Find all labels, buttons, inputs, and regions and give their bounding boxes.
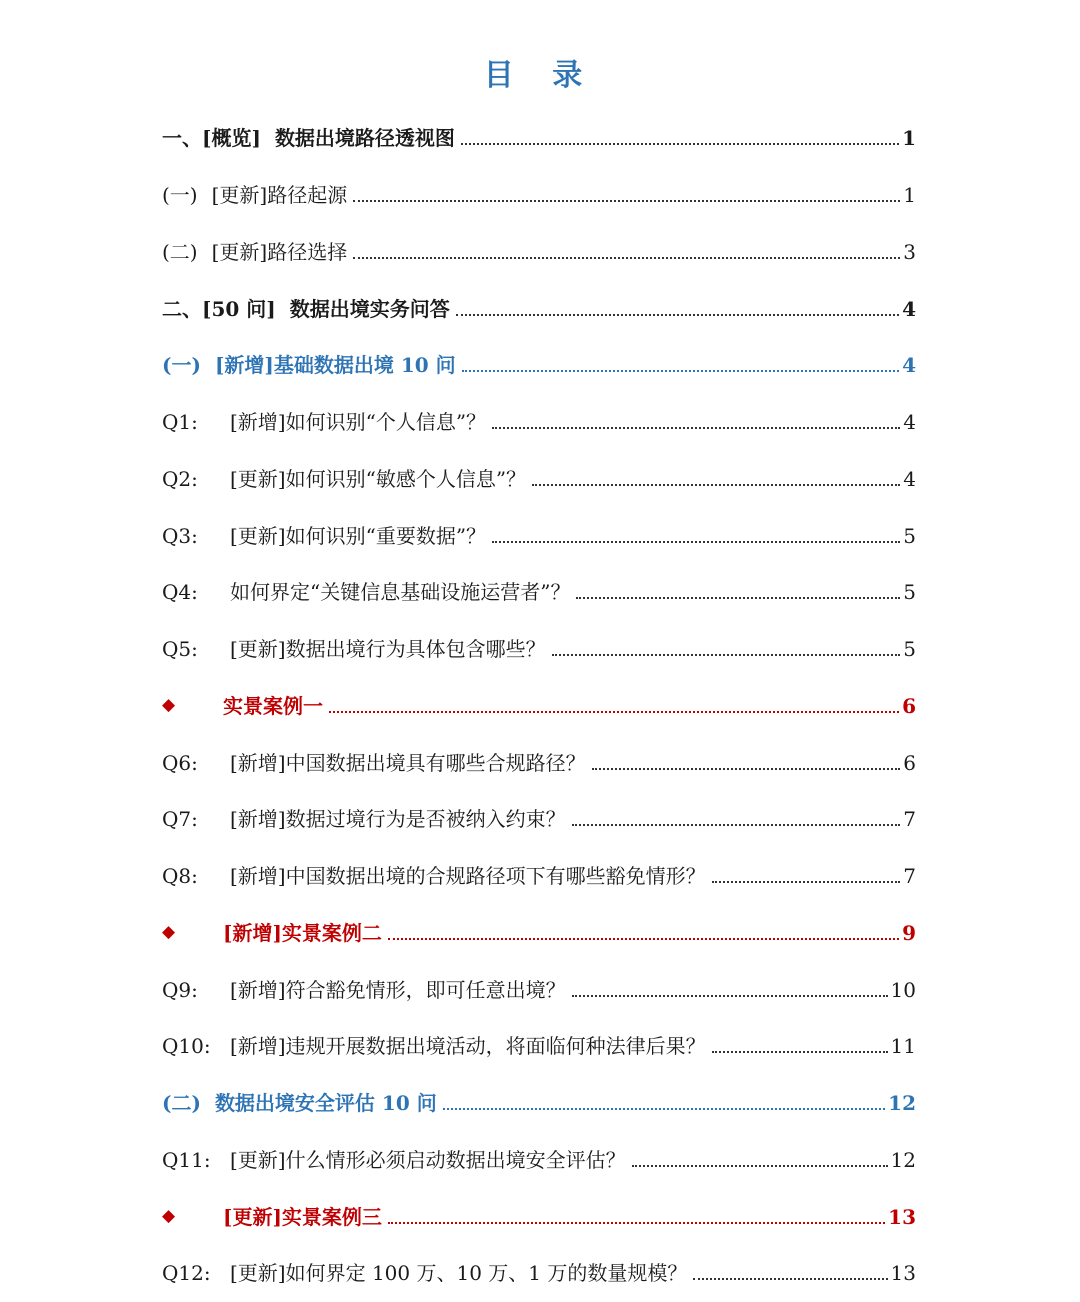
toc-entry-text: [新增]符合豁免情形，即可任意出境？	[230, 977, 566, 1002]
table-of-contents	[162, 110, 916, 1302]
dot-leader	[388, 1222, 885, 1224]
toc-entry-text: [更新]数据出境行为具体包含哪些？	[230, 637, 546, 662]
toc-entry-number: Q4:	[162, 580, 198, 605]
toc-entry-text: 如何界定“关键信息基础设施运营者”？	[230, 580, 571, 605]
toc-page-number: 13	[888, 1204, 916, 1229]
toc-entry-case-2[interactable]	[162, 905, 916, 962]
toc-entry-text: 数据出境安全评估 10 问	[214, 1091, 437, 1116]
dot-leader	[353, 257, 900, 259]
toc-entry-q4[interactable]	[162, 564, 916, 621]
toc-entry-q7[interactable]	[162, 791, 916, 848]
toc-entry-text: [新增]实景案例二	[223, 920, 382, 945]
dot-leader	[532, 484, 900, 486]
dot-leader	[329, 711, 899, 713]
toc-page-number: 12	[888, 1091, 916, 1116]
toc-entry-text: [新增]数据过境行为是否被纳入约束？	[230, 807, 566, 832]
dot-leader	[712, 881, 901, 883]
dot-leader	[456, 314, 899, 316]
toc-entry-number: Q5:	[162, 637, 198, 662]
toc-entry-number: 一、[概览]	[162, 126, 261, 151]
toc-page-number: 5	[903, 637, 916, 662]
toc-page-number: 4	[903, 466, 916, 491]
toc-page-number: 7	[903, 864, 916, 889]
toc-title: 目 录	[483, 58, 597, 93]
toc-entry-text: [更新]如何界定 100 万、10 万、1 万的数量规模？	[230, 1261, 688, 1286]
toc-entry-basic-10-questions[interactable]	[162, 337, 916, 394]
toc-entry-number: Q7:	[162, 807, 198, 832]
toc-entry-number: Q12:	[162, 1261, 211, 1286]
dot-leader	[693, 1278, 887, 1280]
dot-leader	[492, 541, 900, 543]
toc-entry-number: Q9:	[162, 977, 198, 1002]
toc-entry-text: [更新]路径起源	[211, 183, 348, 208]
dot-leader	[572, 995, 888, 997]
toc-entry-q6[interactable]	[162, 734, 916, 791]
toc-entry-number: (二)	[162, 239, 198, 264]
toc-entry-number: Q1:	[162, 410, 198, 435]
toc-entry-q10[interactable]	[162, 1018, 916, 1075]
toc-page-number: 4	[903, 410, 916, 435]
toc-entry-number: Q10:	[162, 1034, 211, 1059]
toc-page-number: 6	[902, 693, 916, 718]
toc-entry-q12[interactable]	[162, 1245, 916, 1302]
toc-entry-50-questions[interactable]	[162, 280, 916, 337]
dot-leader	[552, 654, 901, 656]
toc-page-number: 3	[903, 239, 916, 264]
dot-leader	[492, 427, 900, 429]
toc-entry-path-choice[interactable]	[162, 224, 916, 281]
toc-page-number: 7	[903, 807, 916, 832]
toc-page-number: 11	[890, 1034, 916, 1059]
toc-entry-overview[interactable]	[162, 110, 916, 167]
toc-entry-q5[interactable]	[162, 621, 916, 678]
dot-leader	[712, 1051, 888, 1053]
toc-entry-case-1[interactable]	[162, 678, 916, 735]
toc-entry-text: [更新]路径选择	[211, 239, 348, 264]
toc-entry-case-3[interactable]	[162, 1188, 916, 1245]
toc-entry-number: Q8:	[162, 864, 198, 889]
dot-leader	[443, 1108, 885, 1110]
toc-entry-text: 数据出境实务问答	[289, 296, 450, 321]
toc-page-number: 5	[903, 523, 916, 548]
toc-page-number: 10	[890, 977, 916, 1002]
toc-entry-text: [新增]基础数据出境 10 问	[214, 353, 456, 378]
toc-entry-text: [更新]如何识别“敏感个人信息”？	[230, 466, 527, 491]
toc-entry-security-assessment[interactable]	[162, 1075, 916, 1132]
toc-entry-q9[interactable]	[162, 961, 916, 1018]
toc-entry-q2[interactable]	[162, 451, 916, 508]
toc-entry-number: Q3:	[162, 523, 198, 548]
dot-leader	[462, 370, 899, 372]
toc-entry-text: 数据出境路径透视图	[274, 126, 455, 151]
diamond-bullet-icon: ◆	[162, 695, 176, 716]
dot-leader	[632, 1165, 888, 1167]
toc-entry-text: [新增]违规开展数据出境活动，将面临何种法律后果？	[230, 1034, 706, 1059]
toc-page-number: 12	[890, 1147, 916, 1172]
toc-entry-text: [更新]实景案例三	[223, 1204, 382, 1229]
dot-leader	[461, 143, 899, 145]
toc-entry-text: [新增]中国数据出境具有哪些合规路径？	[230, 750, 586, 775]
dot-leader	[388, 938, 899, 940]
dot-leader	[592, 768, 901, 770]
toc-page-number: 1	[903, 183, 916, 208]
toc-entry-number: 二、[50 问]	[162, 296, 276, 321]
dot-leader	[353, 200, 900, 202]
toc-page-number: 4	[902, 296, 916, 321]
toc-entry-number: (一)	[162, 353, 201, 378]
diamond-bullet-icon: ◆	[162, 1206, 176, 1227]
toc-entry-number: Q11:	[162, 1147, 211, 1172]
toc-entry-q8[interactable]	[162, 848, 916, 905]
toc-entry-q11[interactable]	[162, 1132, 916, 1189]
toc-entry-text: 实景案例一	[223, 693, 323, 718]
toc-entry-text: [新增]如何识别“个人信息”？	[230, 410, 487, 435]
toc-entry-text: [更新]什么情形必须启动数据出境安全评估？	[230, 1147, 626, 1172]
toc-entry-path-origin[interactable]	[162, 167, 916, 224]
toc-page-number: 4	[902, 353, 916, 378]
toc-entry-number: Q6:	[162, 750, 198, 775]
toc-entry-number: (二)	[162, 1091, 201, 1116]
toc-entry-number: (一)	[162, 183, 198, 208]
dot-leader	[576, 597, 900, 599]
diamond-bullet-icon: ◆	[162, 922, 176, 943]
toc-page-number: 1	[902, 126, 916, 151]
toc-entry-q3[interactable]	[162, 507, 916, 564]
toc-page-number: 6	[903, 750, 916, 775]
toc-page-number: 13	[890, 1261, 916, 1286]
dot-leader	[572, 824, 901, 826]
toc-entry-text: [更新]如何识别“重要数据”？	[230, 523, 487, 548]
toc-entry-number: Q2:	[162, 466, 198, 491]
toc-page-number: 5	[903, 580, 916, 605]
toc-entry-q1[interactable]	[162, 394, 916, 451]
toc-page-number: 9	[902, 920, 916, 945]
toc-entry-text: [新增]中国数据出境的合规路径项下有哪些豁免情形？	[230, 864, 706, 889]
